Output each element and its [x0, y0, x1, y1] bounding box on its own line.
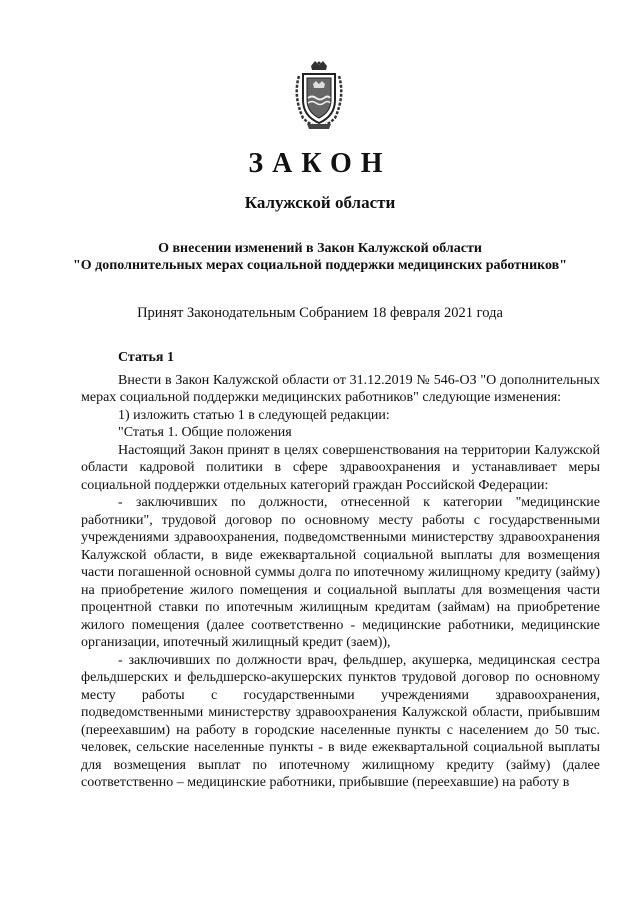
law-title: ЗАКОН — [248, 148, 392, 179]
adoption-date: Принят Законодательным Собранием 18 февраля 2021 года — [137, 305, 503, 321]
paragraph-category-2: - заключивших по должности врач, фельдшер, акушерка, медицинская сестра фельдшерских и фельдшерско-акушерских пунктов трудовой договор по основному месту работы с государственными учреждениями здравоохранения, подведомственными министерству здравоохранения Калужской области, прибывшим (переехавшим) на работу в городские населенные пункты с населением до 50 тыс. человек, сельские населенные пункты - в виде ежеквартальной социальной выплаты для возмещения выплат по ипотечному жилищному кредиту (займу) (далее соответственно – медицинские работники, прибывшие (переехавшие) на работу в — [81, 652, 600, 790]
subtitle-line-2: "О дополнительных мерах социальной поддержки медицинских работников" — [72, 258, 568, 273]
law-body — [81, 349, 600, 792]
paragraph-purpose: Настоящий Закон принят в целях совершенствования на территории Калужской области кадровой политики в сфере здравоохранения и устанавливает меры социальной поддержки отдельных категорий граждан Российской Федерации: — [81, 442, 600, 493]
subtitle-line-1: О внесении изменений в Закон Калужской области — [158, 241, 482, 256]
region-name: Калужской области — [244, 193, 396, 212]
article-heading: Статья 1 — [118, 350, 174, 365]
paragraph-amend-intro: Внести в Закон Калужской области от 31.12.2019 № 546-ОЗ "О дополнительных мерах социальной поддержки медицинских работников" следующие изменения: — [81, 372, 600, 405]
paragraph-category-1: - заключивших по должности, отнесенной к категории "медицинские работники", трудовой договор по основному месту работы с государственными учреждениями здравоохранения, подведомственными министерству здравоохранения Калужской области, в виде ежеквартальной социальной выплаты для возмещения части погашенной основной суммы долга по ипотечному жилищному кредиту (займу) на приобретение жилого помещения и социальной выплаты для возмещения части процентной ставки по ипотечным жилищным кредитам (займам) на приобретение жилого помещения (далее соответственно - медицинские работники, медицинские организации, ипотечный жилищный кредит (заем)), — [81, 495, 600, 650]
paragraph-amend-item-1: 1) изложить статью 1 в следующей редакции: — [118, 407, 390, 423]
coat-of-arms-emblem — [289, 60, 349, 130]
law-subtitle — [0, 240, 640, 274]
paragraph-article-title: "Статья 1. Общие положения — [118, 425, 292, 440]
